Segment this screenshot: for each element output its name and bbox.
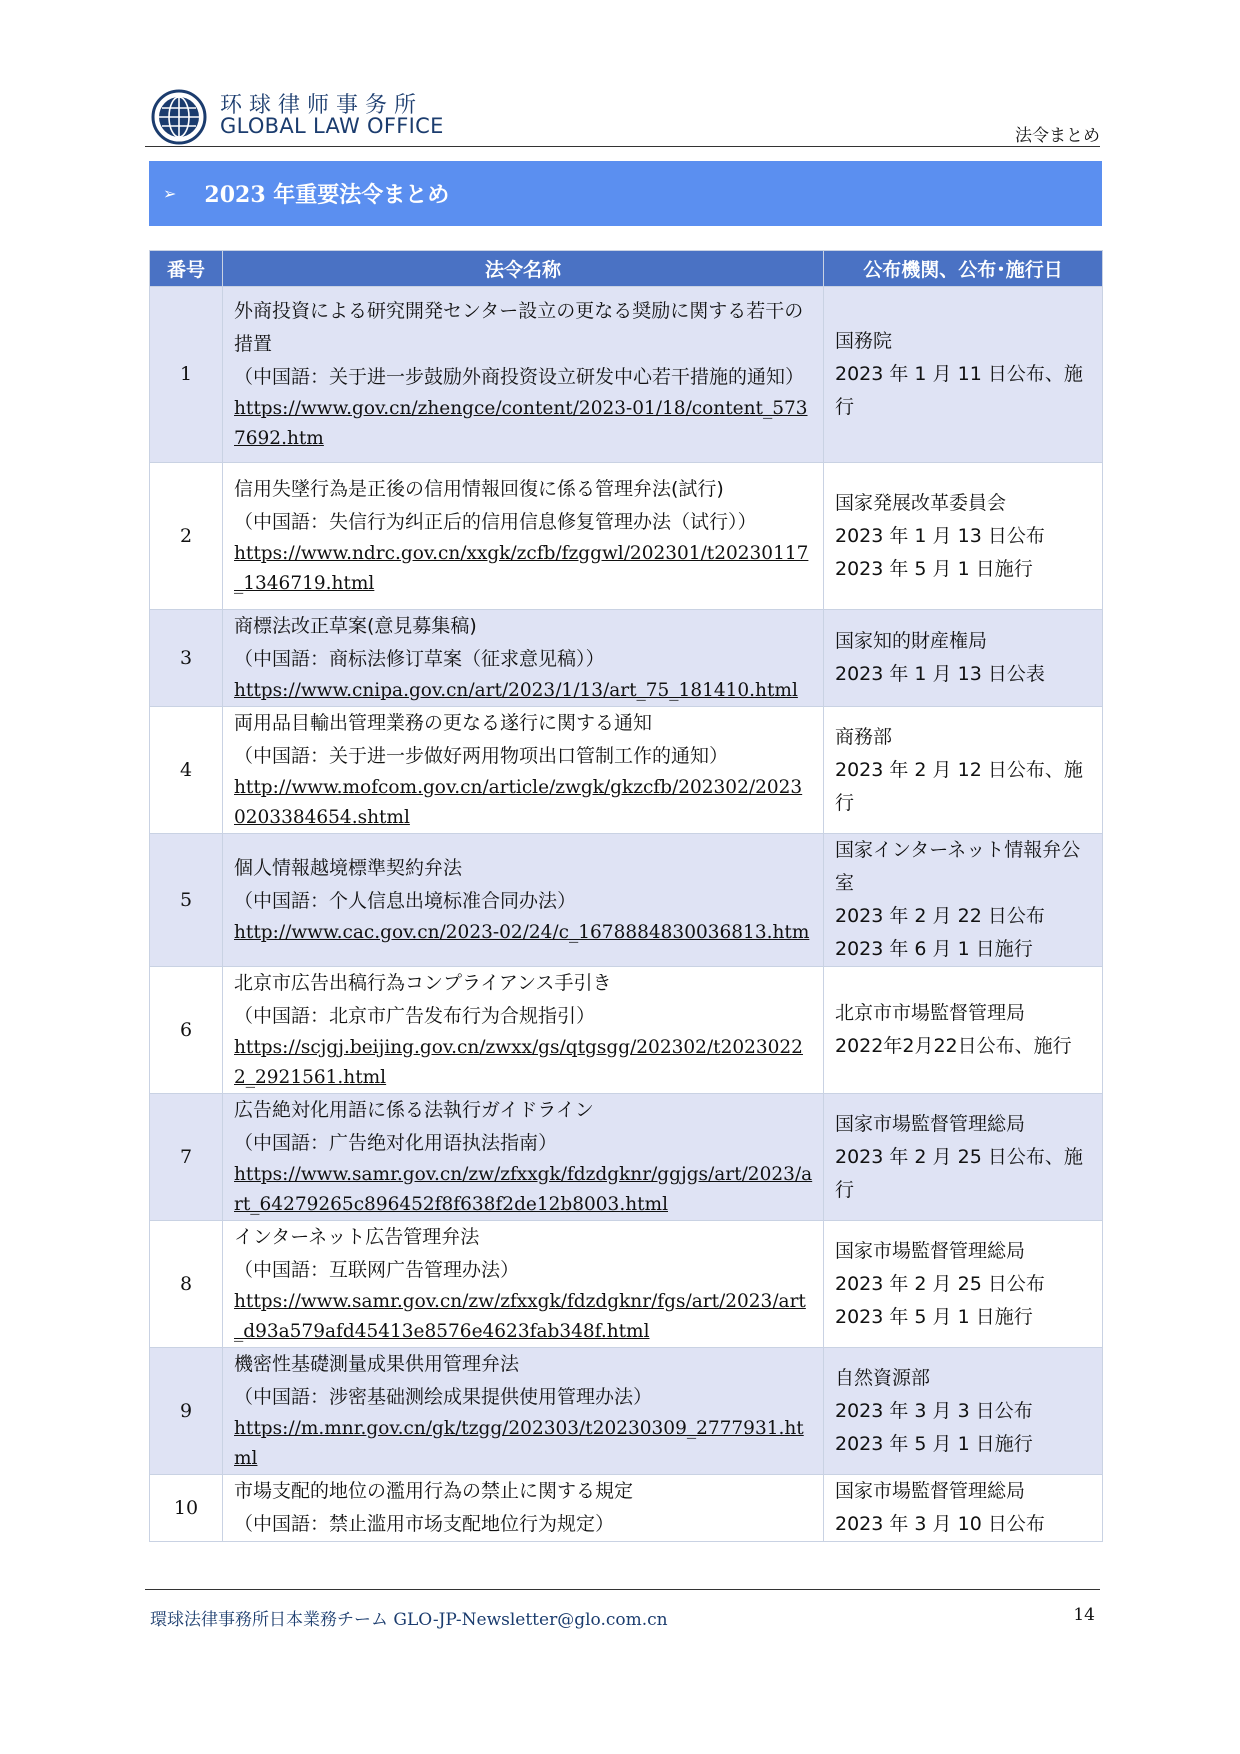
law-url-link[interactable]: https://www.cnipa.gov.cn/art/2023/1/13/art_75_181410.html [234, 680, 798, 701]
issuing-authority: 商務部 [835, 725, 893, 748]
authority-dates-cell [824, 287, 1103, 463]
law-name-chinese: （中国語：禁止滥用市场支配地位行为规定） [234, 1513, 615, 1535]
authority-dates-cell [824, 967, 1103, 1094]
law-url-link[interactable]: https://www.ndrc.gov.cn/xxgk/zcfb/fzggwl/202301/t20230117_1346719.html [234, 543, 809, 594]
table-row [150, 610, 1103, 707]
authority-dates-cell [824, 1221, 1103, 1348]
authority-dates-cell [824, 610, 1103, 707]
authority-dates-cell [824, 1094, 1103, 1221]
issuing-authority: 国家発展改革委員会 [835, 491, 1007, 514]
page-number: 14 [1073, 1605, 1095, 1625]
law-name-chinese-text: 个人信息出境标准合同办法 [329, 890, 558, 912]
law-name-japanese: 機密性基礎測量成果供用管理弁法 [234, 1353, 520, 1375]
law-name-japanese: 広告絶対化用語に係る法執行ガイドライン [234, 1099, 594, 1121]
law-name-chinese-text: 关于进一步做好两用物项出口管制工作的通知 [329, 745, 710, 767]
table-row [150, 1348, 1103, 1475]
date-line: 2023 年 5 月 1 日施行 [835, 1432, 1033, 1455]
chinese-label: 中国語 [253, 648, 311, 670]
date-line: 2023 年 1 月 13 日公表 [835, 663, 1045, 685]
law-name-japanese: 外商投資による研究開発センター設立の更なる奨励に関する若干の措置 [234, 300, 804, 355]
date-line: 2023 年 3 月 10 日公布 [835, 1513, 1045, 1535]
table-row [150, 287, 1103, 463]
row-number: 2 [150, 463, 223, 610]
law-name-chinese: （中国語：个人信息出境标准合同办法） [234, 890, 577, 912]
issuing-authority: 国家市場監督管理総局 [835, 1480, 1026, 1502]
logo-english-name: GLOBAL LAW OFFICE [220, 114, 444, 138]
law-name-chinese-text: 关于进一步鼓励外商投资设立研发中心若干措施的通知 [329, 366, 786, 388]
law-name-cell [223, 834, 824, 967]
row-number: 7 [150, 1094, 223, 1221]
date-line: 2023 年 6 月 1 日施行 [835, 938, 1033, 960]
law-name-cell [223, 707, 824, 834]
date-line: 2022年2月22日公布、施行 [835, 1035, 1072, 1057]
law-name-japanese: 両用品目輸出管理業務の更なる遂行に関する通知 [234, 712, 653, 734]
law-name-chinese: （中国語：涉密基础测绘成果提供使用管理办法） [234, 1386, 653, 1408]
table-row [150, 463, 1103, 610]
authority-dates-cell [824, 463, 1103, 610]
law-name-cell [223, 967, 824, 1094]
logo [150, 88, 450, 146]
law-name-chinese-text: 失信行为纠正后的信用信息修复管理办法（试行） [329, 511, 738, 533]
footer-contact [150, 1605, 668, 1630]
chinese-label: 中国語 [253, 1005, 311, 1027]
law-name-chinese: （中国語：互联网广告管理办法） [234, 1259, 520, 1281]
column-header-law-name: 法令名称 [223, 251, 824, 287]
footer-divider [145, 1589, 1100, 1590]
law-name-cell [223, 1475, 824, 1542]
date-line: 2023 年 2 月 12 日公布、施行 [835, 758, 1083, 814]
date-line: 2023 年 5 月 1 日施行 [835, 557, 1033, 580]
row-number: 10 [150, 1475, 223, 1542]
row-number: 1 [150, 287, 223, 463]
header-divider [145, 146, 1100, 147]
table-row [150, 967, 1103, 1094]
column-header-number: 番号 [150, 251, 223, 287]
footer-email[interactable]: GLO-JP-Newsletter@glo.com.cn [393, 1610, 668, 1630]
date-line: 2023 年 2 月 25 日公布、施行 [835, 1145, 1083, 1201]
law-name-chinese: （中国語：关于进一步鼓励外商投资设立研发中心若干措施的通知） [234, 366, 805, 388]
law-name-japanese: 個人情報越境標準契約弁法 [234, 857, 463, 879]
logo-chinese-name: 环球律师事务所 [220, 93, 424, 118]
law-name-cell [223, 287, 824, 463]
globe-logo-icon [150, 88, 208, 146]
chinese-label: 中国語 [253, 1386, 311, 1408]
table-row [150, 1475, 1103, 1542]
law-name-chinese-text: 互联网广告管理办法 [329, 1259, 501, 1281]
row-number: 9 [150, 1348, 223, 1475]
law-name-chinese-text: 禁止滥用市场支配地位行为规定 [329, 1513, 596, 1535]
date-line: 2023 年 1 月 13 日公布 [835, 524, 1045, 547]
law-name-chinese: （中国語：广告绝对化用语执法指南） [234, 1132, 558, 1154]
issuing-authority: 自然資源部 [835, 1366, 931, 1389]
chinese-label: 中国語 [253, 366, 311, 388]
chinese-label: 中国語 [253, 1259, 311, 1281]
chinese-label: 中国語 [253, 1513, 311, 1535]
date-line: 2023 年 5 月 1 日施行 [835, 1305, 1033, 1328]
column-header-authority-dates: 公布機関、公布･施行日 [824, 251, 1103, 287]
law-url-link[interactable]: https://www.gov.cn/zhengce/content/2023-01/18/content_5737692.htm [234, 398, 808, 449]
authority-dates-cell [824, 1348, 1103, 1475]
law-url-link[interactable]: https://m.mnr.gov.cn/gk/tzgg/202303/t20230309_2777931.html [234, 1418, 804, 1469]
table-row [150, 1094, 1103, 1221]
laws-table [149, 250, 1103, 1542]
law-url-link[interactable]: http://www.mofcom.gov.cn/article/zwgk/gkzcfb/202302/20230203384654.shtml [234, 777, 803, 828]
law-name-cell [223, 463, 824, 610]
row-number: 3 [150, 610, 223, 707]
law-url-link[interactable]: https://www.samr.gov.cn/zw/zfxxgk/fdzdgknr/ggjgs/art/2023/art_64279265c896452f8f638f2de12b8003.html [234, 1164, 813, 1215]
issuing-authority: 国家市場監督管理総局 [835, 1239, 1026, 1262]
chinese-label: 中国語 [253, 511, 311, 533]
law-name-chinese-text: 北京市广告发布行为合规指引 [329, 1005, 577, 1027]
law-url-link[interactable]: https://scjgj.beijing.gov.cn/zwxx/gs/qtgsgg/202302/t20230222_2921561.html [234, 1037, 803, 1088]
footer-team-name: 環球法律事務所日本業務チーム [150, 1610, 388, 1630]
law-name-cell [223, 610, 824, 707]
issuing-authority: 国家インターネット情報弁公室 [835, 839, 1081, 894]
table-row [150, 707, 1103, 834]
row-number: 6 [150, 967, 223, 1094]
law-name-japanese: 市場支配的地位の濫用行為の禁止に関する規定 [234, 1480, 634, 1502]
chinese-label: 中国語 [253, 745, 311, 767]
issuing-authority: 国家知的財産権局 [835, 630, 988, 652]
issuing-authority: 国務院 [835, 330, 893, 352]
authority-dates-cell [824, 834, 1103, 967]
row-number: 8 [150, 1221, 223, 1348]
table-body [150, 287, 1103, 1542]
law-name-japanese: インターネット広告管理弁法 [234, 1226, 480, 1248]
law-name-japanese: 信用失墜行為是正後の信用情報回復に係る管理弁法(試行) [234, 478, 724, 500]
section-title: 2023 年重要法令まとめ [204, 182, 450, 208]
authority-dates-cell [824, 1475, 1103, 1542]
issuing-authority: 国家市場監督管理総局 [835, 1112, 1026, 1135]
table-row [150, 1221, 1103, 1348]
arrow-bullet-icon: ➢ [163, 184, 177, 203]
section-title-bar [149, 161, 1102, 226]
law-name-chinese: （中国語：失信行为纠正后的信用信息修复管理办法（试行）） [234, 511, 757, 533]
table-header-row [150, 251, 1103, 287]
law-name-japanese: 北京市広告出稿行為コンプライアンス手引き [234, 972, 612, 994]
row-number: 5 [150, 834, 223, 967]
chinese-label: 中国語 [253, 1132, 311, 1154]
chinese-label: 中国語 [253, 890, 311, 912]
law-url-link[interactable]: https://www.samr.gov.cn/zw/zfxxgk/fdzdgknr/fgs/art/2023/art_d93a579afd45413e8576e4623fab348f.html [234, 1291, 806, 1342]
law-name-cell [223, 1094, 824, 1221]
issuing-authority: 北京市市場監督管理局 [835, 1002, 1026, 1024]
law-name-chinese-text: 广告绝对化用语执法指南 [329, 1132, 539, 1154]
date-line: 2023 年 2 月 22 日公布 [835, 905, 1045, 927]
law-name-chinese-text: 涉密基础测绘成果提供使用管理办法 [329, 1386, 634, 1408]
header-section-label: 法令まとめ [1015, 126, 1100, 146]
law-url-link[interactable]: http://www.cac.gov.cn/2023-02/24/c_1678884830036813.htm [234, 922, 810, 943]
law-name-cell [223, 1348, 824, 1475]
law-name-chinese: （中国語：商标法修订草案（征求意见稿）） [234, 648, 605, 670]
law-name-japanese: 商標法改正草案(意見募集稿) [234, 615, 477, 637]
row-number: 4 [150, 707, 223, 834]
date-line: 2023 年 1 月 11 日公布、施行 [835, 363, 1083, 418]
law-name-chinese: （中国語：关于进一步做好两用物项出口管制工作的通知） [234, 745, 729, 767]
law-name-chinese: （中国語：北京市广告发布行为合规指引） [234, 1005, 596, 1027]
authority-dates-cell [824, 707, 1103, 834]
law-name-chinese-text: 商标法修订草案（征求意见稿） [329, 648, 586, 670]
date-line: 2023 年 3 月 3 日公布 [835, 1399, 1033, 1422]
date-line: 2023 年 2 月 25 日公布 [835, 1272, 1045, 1295]
table-row [150, 834, 1103, 967]
law-name-cell [223, 1221, 824, 1348]
